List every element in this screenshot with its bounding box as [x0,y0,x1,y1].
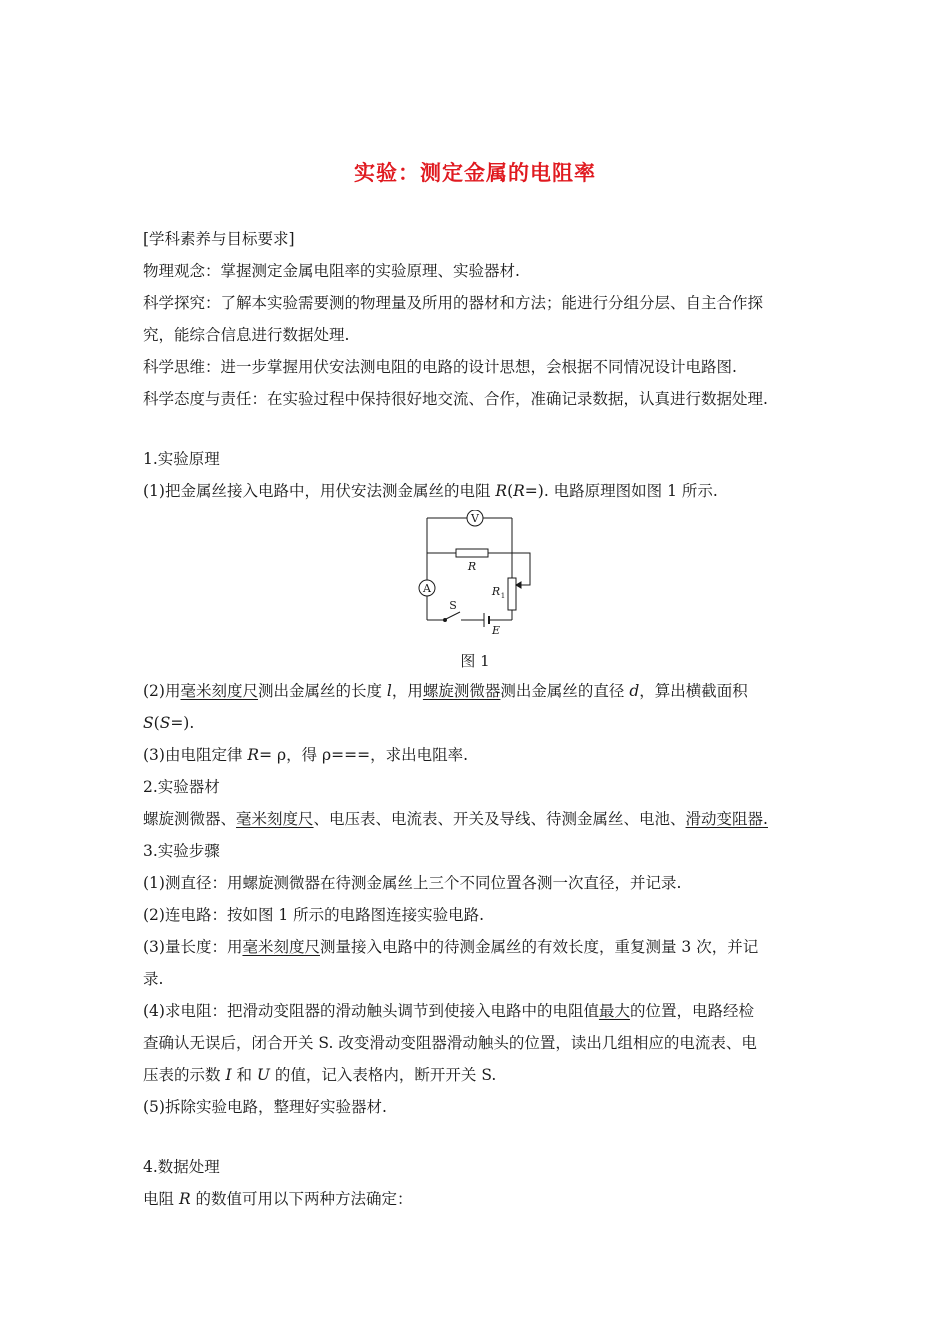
text: =). [170,714,195,732]
symbol-S: S [159,714,171,732]
text: =). 电路原理图如图 1 所示. [524,482,718,500]
underlined-term: 最大 [598,1002,630,1020]
rheostat-R1-icon [508,578,516,610]
text: 螺旋测微器、 [143,810,237,828]
label-R1: R [491,585,501,598]
text: 和 [231,1066,257,1084]
underlined-term: 毫米刻度尺 [242,938,320,956]
symbol-d: d [629,682,640,700]
text: ( [153,714,160,732]
resistor-R-icon [456,549,488,557]
principle-p2-line1 [143,681,748,701]
figure-caption: 图 1 [460,652,490,670]
text: (2)用 [143,682,181,700]
step-4-line2: 查确认无误后，闭合开关 S. 改变滑动变阻器滑动触头的位置，读出几组相应的电流表、电 [143,1034,757,1052]
text: ，用 [391,682,423,700]
text: (3)由电阻定律 [143,746,248,764]
text: 测出金属丝的长度 [257,682,387,700]
principle-heading: 1.实验原理 [143,450,220,468]
step-5: (5)拆除实验电路，整理好实验器材. [143,1098,387,1116]
goal-inquiry-line1: 科学探究：了解本实验需要测的物理量及所用的器材和方法；能进行分组分层、自主合作探 [143,294,764,312]
symbol-R: R [247,746,260,764]
symbol-U: U [256,1066,270,1084]
text: (1)把金属丝接入电路中，用伏安法测金属丝的电阻 [143,482,496,500]
symbol-l: l [386,682,392,700]
text: (4)求电阻：把滑动变阻器的滑动触头调节到使接入电路中的电阻值 [143,1002,599,1020]
label-V: V [471,512,479,525]
step-1: (1)测直径：用螺旋测微器在待测金属丝上三个不同位置各测一次直径，并记录. [143,874,682,892]
underlined-term: 毫米刻度尺 [236,810,314,828]
goal-attitude: 科学态度与责任：在实验过程中保持很好地交流、合作，准确记录数据，认真进行数据处理. [143,390,768,408]
underlined-term: 滑动变阻器. [685,810,768,828]
underlined-term: 毫米刻度尺 [180,682,258,700]
step-2: (2)连电路：按如图 1 所示的电路图连接实验电路. [143,906,485,924]
text: 电阻 [143,1190,179,1208]
step-4-line3 [143,1065,496,1085]
text: ( [507,482,514,500]
underlined-term: 螺旋测微器 [422,682,501,700]
goals-header: [学科素养与目标要求] [143,230,295,248]
label-A: A [423,582,431,595]
data-processing-heading: 4.数据处理 [143,1158,220,1176]
text: 的位置，电路经检 [629,1002,754,1020]
data-processing-p1 [143,1189,413,1209]
step-3-line1 [143,937,758,957]
label-R: R [467,560,477,573]
text: 的值，记入表格内，断开开关 S. [270,1066,497,1084]
steps-heading: 3.实验步骤 [143,842,220,860]
page-title: 实验：测定金属的电阻率 [354,161,596,185]
symbol-R: R [178,1190,191,1208]
principle-p3 [143,745,468,765]
label-E: E [491,624,501,637]
text: 测出金属丝的直径 [500,682,630,700]
text: (3)量长度：用 [143,938,243,956]
text: 压表的示数 [143,1066,226,1084]
circuit-diagram [412,510,542,638]
goal-inquiry-line2: 究，能综合信息进行数据处理. [143,326,350,344]
label-S: S [449,599,457,612]
goal-thinking: 科学思维：进一步掌握用伏安法测电阻的电路的设计思想，会根据不同情况设计电路图. [143,358,737,376]
equipment-heading: 2.实验器材 [143,778,220,796]
switch-S-icon [446,612,460,619]
principle-p2-line2 [143,713,194,733]
symbol-R: R [513,482,525,500]
principle-p1 [143,481,718,501]
equipment-list [143,809,768,829]
step-4-line1 [143,1001,754,1021]
step-3-line2: 录. [143,970,164,988]
symbol-S: S [143,714,154,732]
text: 的数值可用以下两种方法确定： [190,1190,413,1208]
text: 、电压表、电流表、开关及导线、待测金属丝、电池、 [313,810,686,828]
text: 测量接入电路中的待测金属丝的有效长度，重复测量 3 次，并记 [319,938,759,956]
text: ，算出横截面积 [639,682,748,700]
text: = ρ，得 ρ===，求出电阻率. [259,746,469,764]
goal-concept: 物理观念：掌握测定金属电阻率的实验原理、实验器材. [143,262,520,280]
symbol-R: R [495,482,508,500]
label-R1-sub: 1 [500,592,506,600]
symbol-I: I [225,1066,232,1084]
